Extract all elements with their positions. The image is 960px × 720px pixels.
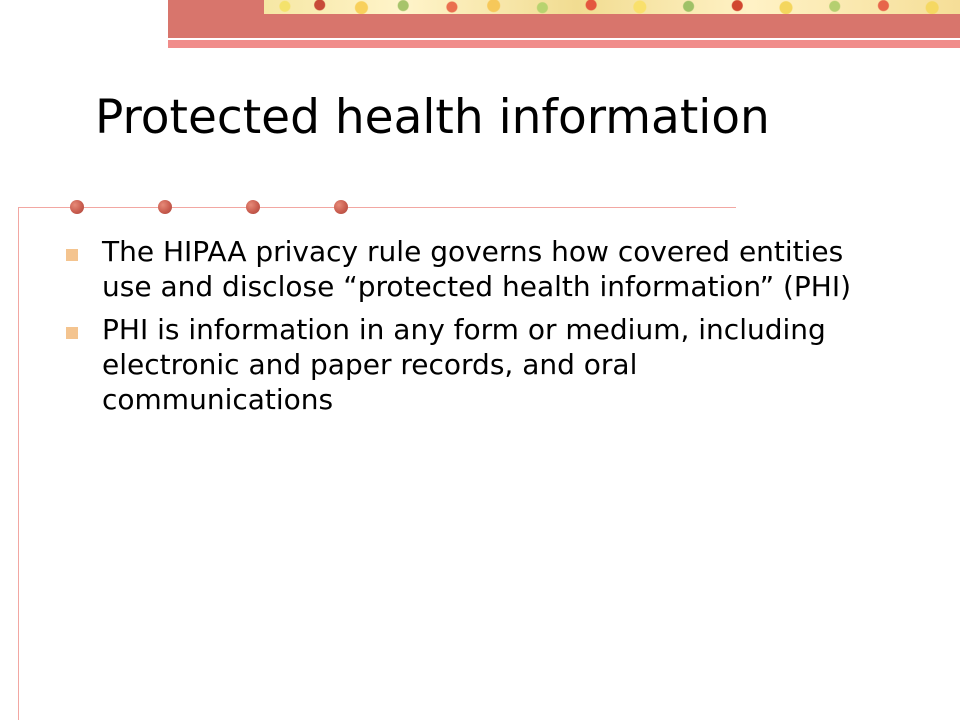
banner-underline <box>168 40 960 48</box>
floral-banner-image <box>264 0 960 14</box>
left-border-line <box>18 208 19 720</box>
square-bullet-icon <box>66 327 78 339</box>
bullet-item <box>66 234 866 304</box>
bullet-list <box>66 234 866 425</box>
top-banner <box>168 0 960 48</box>
title-divider-line <box>18 207 736 208</box>
bullet-text: The HIPAA privacy rule governs how covered entities use and disclose “protected health information” (PHI) <box>102 235 852 303</box>
slide-title: Protected health information <box>95 90 770 145</box>
square-bullet-icon <box>66 249 78 261</box>
bullet-item <box>66 312 866 417</box>
bullet-text: PHI is information in any form or medium, including electronic and paper records, and oral communications <box>102 313 826 416</box>
